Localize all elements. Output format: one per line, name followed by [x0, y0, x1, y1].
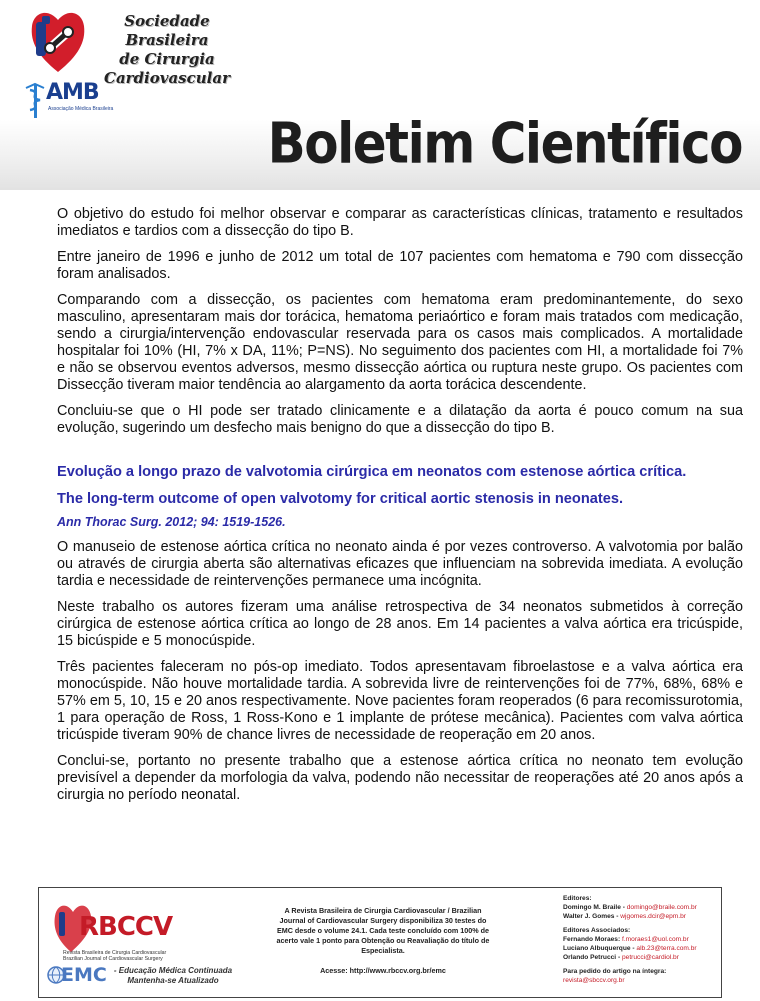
intro-paragraph-1: O objetivo do estudo foi melhor observar e comparar as características clínicas, tratamento e resultados imediatos e tardios com a dissecção do tipo B. [57, 206, 743, 239]
article-paragraph-4: Conclui-se, portanto no presente trabalho que a estenose aórtica crítica no neonato tem evolução previsível a depender da morfologia da valva, podendo não necessitar de reoperações até 20 anos após a cirurgia no período neonatal. [57, 753, 743, 803]
assoc-editor-name: Orlando Petrucci - [563, 954, 621, 961]
rbccv-subtitle [63, 950, 213, 962]
editor-email[interactable]: domingo@braile.com.br [626, 904, 697, 911]
society-name [82, 12, 252, 88]
society-name-line3: Cardiovascular [104, 69, 230, 87]
rbccv-subtitle-pt: Revista Brasileira de Cirurgia Cardiovascular [63, 950, 167, 956]
sbccv-heart-logo [28, 4, 88, 76]
editors-label: Editores: [563, 895, 592, 902]
article-title-pt: Evolução a longo prazo de valvotomia cirúrgica em neonatos com estenose aórtica crítica. [57, 464, 687, 480]
intro-paragraph-2: Entre janeiro de 1996 e junho de 2012 um total de 107 pacientes com hematoma e 790 com dissecção foram analisados. [57, 249, 743, 282]
emc-description-line2: Mantenha-se Atualizado [127, 976, 219, 985]
emc-logo-row [47, 964, 233, 994]
society-name-line1: Sociedade Brasileira [124, 12, 210, 49]
rbccv-subtitle-en: Brazilian Journal of Cardiovascular Surgery [63, 956, 163, 962]
footer-access-link[interactable]: http://www.rbccv.org.br/emc [349, 966, 446, 975]
emc-label: EMC [61, 964, 107, 986]
intro-paragraph-4: Concluiu-se que o HI pode ser tratado clinicamente e a dilatação da aorta é pouco comum na sua evolução, sugerindo um desfecho mais benigno do que a dissecção do tipo B. [57, 403, 743, 436]
society-name-line2: de Cirurgia [119, 50, 215, 68]
article-paragraph-1: O manuseio de estenose aórtica crítica no neonato ainda é por vezes controverso. A valvotomia por balão ou através de cirurgia aberta são alternativas eficazes que influenciam na sobrevida imediata. A evolução tardia e necessidade de reintervenções permanece uma incógnita. [57, 539, 743, 589]
assoc-editor-email[interactable]: f.moraes1@uol.com.br [622, 936, 689, 943]
assoc-editor-email[interactable]: petrucci@cardiol.br [622, 954, 679, 961]
assoc-editor-name: Fernando Moraes: [563, 936, 621, 943]
editor-name: Walter J. Gomes - [563, 913, 619, 920]
article-paragraph-2: Neste trabalho os autores fizeram uma análise retrospectiva de 34 neonatos submetidos à correção cirúrgica de estenose aórtica crítica ao longo de 28 anos. Em 14 pacientes a valva aórtica era tricúspide, 15 bicúspide e 5 monocúspide. [57, 599, 743, 649]
order-label: Para pedido do artigo na íntegra: [563, 968, 667, 975]
article-paragraph-3: Três pacientes faleceram no pós-op imediato. Todos apresentavam fibroelastose e a valva aórtica era monocúspide. Não houve mortalidade tardia. A sobrevida livre de reintervenções foi de 77%, 68%, 68% e 57% em 5, 10, 15 e 20 anos respectivamente. Nove pacientes foram reoperados (6 para recomissurotomia, 1 para operação de Ross, 1 Ross-Kono e 1 implante de prótese mecânica). Pacientes com valva aórtica tricúspide tiveram 90% de chance livres de necessidade de reoperação em 20 anos. [57, 659, 743, 743]
assoc-editor-row [563, 944, 719, 953]
editor-name: Domingo M. Braile - [563, 904, 625, 911]
rbccv-label: RBCCV [79, 912, 173, 942]
footer-access-label: Acesse: [320, 966, 348, 975]
emc-description-line1: - Educação Médica Continuada [113, 966, 233, 975]
assoc-editors-label: Editores Associados: [563, 927, 631, 934]
order-email[interactable]: revista@sbccv.org.br [563, 977, 625, 984]
article-title-en: The long-term outcome of open valvotomy for critical aortic stenosis in neonates. [57, 491, 624, 507]
assoc-editor-row [563, 935, 719, 944]
page-header [0, 0, 760, 190]
footer-access [275, 966, 491, 975]
footer-emc-notice: A Revista Brasileira de Cirurgia Cardiovascular / Brazilian Journal of Cardiovascular Surgery disponibiliza 30 testes do EMC desde o volume 24.1. Cada teste concluído com 100% de acerto vale 1 ponto para Obtenção ou Reavaliação do título de Especialista. [276, 906, 490, 955]
article-content [57, 206, 743, 813]
footer-editors [563, 894, 719, 990]
intro-paragraph-3: Comparando com a dissecção, os pacientes com hematoma eram predominantemente, do sexo masculino, apresentaram mais dor torácica, hematoma periaórtico e foram mais tratados com medicação, sendo a cirurgia/intervenção endovascular reservada para os casos mais complicados. A mortalidade hospitalar foi 10% (HI, 7% x DA, 11%; P=NS). No seguimento dos pacientes com HI, a mortalidade foi 7% e não se observou eventos adversos, mesmo dissecção aórtica ou ruptura neste grupo. Os pacientes com Dissecção tiveram maior tendência ao alargamento da aorta torácica descendente. [57, 292, 743, 393]
assoc-editor-name: Luciano Albuquerque - [563, 945, 635, 952]
assoc-editor-email[interactable]: alb.23@terra.com.br [636, 945, 697, 952]
bulletin-title: Boletim Científico [267, 111, 742, 176]
amb-subtitle: Associação Médica Brasileira [48, 106, 114, 112]
section-gap [57, 446, 743, 463]
article-citation: Ann Thorac Surg. 2012; 94: 1519-1526. [57, 515, 286, 529]
editors-group [563, 894, 719, 921]
editor-row [563, 912, 719, 921]
footer-box [38, 887, 722, 998]
editor-row [563, 903, 719, 912]
amb-label: AMB [46, 80, 99, 105]
assoc-editor-row [563, 953, 719, 962]
emc-description [113, 966, 233, 986]
assoc-editors-group [563, 926, 719, 962]
editor-email[interactable]: wjgomes.dcir@epm.br [620, 913, 686, 920]
order-group [563, 967, 719, 985]
